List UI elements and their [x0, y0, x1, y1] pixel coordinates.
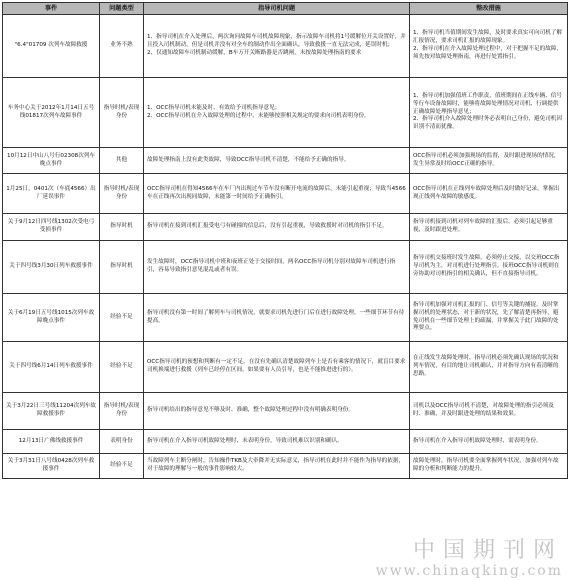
cell-measures [410, 148, 568, 174]
cell-problem-text: 指导司机给出的指导意见不够及时、准确，整个故障处理过程中没有明确表明身份。 [147, 407, 354, 414]
cell-event-text: 关于3月31日八号线0428次列车救援事件 [7, 458, 95, 472]
cell-type [100, 241, 144, 294]
cell-type [100, 393, 144, 430]
cell-event [3, 393, 100, 430]
cell-measures-text: 指导司机接到司机对列车故障的汇报后，必须引起足够重视，及时跟进处理。 [413, 219, 553, 233]
cell-event-text: "6.4"01709 次列车故障救援 [14, 42, 88, 49]
cell-measures-text: 司机以及OCC指导司机不清楚，对故障处理的指引必须及时、准确，并及时跟进处理的结果和效果。 [413, 403, 554, 417]
cell-type-text: 指导时机/表现身份 [103, 104, 140, 119]
cell-type [100, 454, 144, 479]
cell-type-text: 经验不足 [110, 313, 133, 320]
site-watermark [376, 539, 563, 579]
cell-measures [410, 294, 568, 342]
watermark-url: www.chinaqking.com [375, 563, 563, 579]
cell-type-text: 表明身份 [110, 437, 133, 444]
cell-type [100, 15, 144, 78]
cell-event [3, 342, 100, 393]
incident-table [2, 2, 568, 479]
cell-problem [144, 454, 410, 479]
cell-type-text: 经验不足 [110, 462, 133, 469]
cell-measures [410, 174, 568, 214]
table-row [3, 15, 568, 78]
cell-type [100, 214, 144, 241]
table-row [3, 454, 568, 479]
header-measures: 整改措施 [410, 3, 568, 15]
cell-type-text: 其他 [115, 156, 128, 163]
cell-measures [410, 393, 568, 430]
cell-measures-text: 指导司机交接班时发生故障，必须停止交接，以交班OCC指导司机为主，对司机进行处理指引。接班OCC指导司机则在旁协助对司机指引的相关确认，但不直接指导司机。 [413, 255, 560, 277]
cell-problem-text: 指导司机在介入指导司机故障处理时，未表明身份，导致司机难以识别和确认。 [147, 437, 343, 444]
cell-problem-text: 1、指导司机在介入处理后，两次询问故障车司机故障现象，指示故障车司机将1号缓解位开关设置好，并且投入司机制动，但是司机并没有对全车的制动作出全面确认，导致救援一直无法完成，延误时机； 2、仅通知故障车司机制动缓解，B车万开关断路器是否跳闸，未按故障处理指南的要求 [147, 34, 406, 56]
cell-measures-text: 1、指导司机当值期间发生故障，及时要求真实可向司机了解汇报情况，要求司机汇报的故障现象。 2、指导司机在介入故障处理过程中，对于把握不足的故障，须先按对故障处理指南，再进行处置指引。 [413, 30, 562, 60]
cell-event [3, 294, 100, 342]
cell-problem-text: 指导司机没有第一时间了解列车与司机情况，就要求司机先进行门后在进行故障处理，一些细节环节有待提高。 [147, 309, 405, 324]
cell-event-text: 关于四号线3月30日列车救援事件 [9, 263, 93, 270]
cell-event-text: 关于四号线6月14日列车救援事件 [9, 363, 93, 370]
table-row [3, 148, 568, 174]
cell-event [3, 15, 100, 78]
cell-event-text: 10月12日中山八号行02308次列车晚点事件 [7, 152, 95, 167]
header-type: 问题类型 [100, 3, 144, 15]
header-problem: 指导司机问题 [144, 3, 410, 15]
cell-type-text: 指导时机/表现身份 [103, 185, 140, 200]
cell-measures [410, 78, 568, 148]
cell-problem-text: 当故障列车主断分闸时，告知操作TKB及大牵降并无实际意义，指导司机在此时并不能作为指导的依据，对于故障的理解与一般的事件影响较大。 [147, 458, 405, 472]
cell-problem [144, 78, 410, 148]
cell-measures [410, 454, 568, 479]
cell-event-text: 关于9月12日四号线1302次受电弓受损事件 [7, 219, 95, 233]
cell-problem [144, 430, 410, 454]
table-row [3, 241, 568, 294]
cell-measures-text: 在正线发生故障处理时，指导司机必须先确认现场的状况和列车情况，有目的地让司机确认，并对指导方向有着清晰的思路。 [413, 355, 559, 377]
cell-event-text: 关于6月19日五号线1015次列车故障晚点事件 [7, 309, 95, 324]
cell-measures-text: 指导司机加强对司机汇报的门、信号等关键的捕捉，及时掌握司机的处理状态，对于新的状况，先了解清楚再指导，避免司机在一些细节处理上的疏漏，并掌握关于此门故障的处理要点。 [413, 301, 559, 332]
cell-event [3, 78, 100, 148]
cell-measures-text: OCC指导司机在正线列车故障处理后及时做好记录，掌握出现正线列车故障的敏感度。 [413, 185, 560, 200]
cell-problem [144, 214, 410, 241]
cell-problem [144, 393, 410, 430]
cell-measures-text: OCC指导司机必须加强现场的监督，及时跟进现场的情况，发生异常及时给OCC正确的指导。 [413, 152, 560, 167]
cell-type-text: 指导时机/表现身份 [103, 403, 140, 417]
table-row [3, 430, 568, 454]
cell-event [3, 430, 100, 454]
cell-type [100, 148, 144, 174]
cell-measures-text: 1、指导司机加强值班工作职责，值班期间在正线车辆、信号等行车设备故障时，能够将故障处理情况对司机、行调提供正确故障处理指导意见； 2、指导司机介入故障处理时务必表明自己身份，避免司机因识别不清而犹豫。 [413, 93, 562, 131]
watermark-chinese: 中国期刊网 [412, 538, 563, 563]
cell-problem-text: 指导司机在接到司机汇报受电弓有碰撞的信息后，没有引起重视，导致救援时对司机的指引不足。 [147, 223, 388, 230]
cell-type-text: 业务不熟 [110, 42, 133, 49]
cell-event-text: 车务中心关于2012年1月14日五号线01817次列车故障事件 [7, 104, 95, 119]
cell-measures [410, 241, 568, 294]
cell-measures [410, 214, 568, 241]
cell-problem-text: OCC指导司机在得知4566车在车厂内出现过车节车没有断开电流的故障后，未能引起重视；导致当4566车在正线再次出现同故障，未能第一时间给予正确指引。 [147, 185, 406, 200]
cell-problem [144, 241, 410, 294]
cell-event [3, 241, 100, 294]
cell-problem [144, 174, 410, 214]
cell-problem [144, 342, 410, 393]
cell-measures-text: 指导司机在介入指导司机故障处理时，需表明身份。 [413, 437, 542, 444]
cell-measures [410, 342, 568, 393]
cell-event [3, 148, 100, 174]
cell-measures-text: 故障处理时，指导司机要全面掌握列车状况，加强对列车故障的分析和判断能力的提升。 [413, 458, 559, 472]
table-row [3, 214, 568, 241]
table-row [3, 174, 568, 214]
cell-event [3, 214, 100, 241]
cell-event [3, 454, 100, 479]
cell-type-text: 指导时机 [110, 263, 133, 270]
cell-measures [410, 430, 568, 454]
cell-event-text: 关于3月22日三号线11204次列车故障救援事件 [6, 403, 97, 417]
cell-measures [410, 15, 568, 78]
cell-event [3, 174, 100, 214]
cell-event-text: 12月13日广佛线救援事件 [18, 437, 84, 444]
cell-problem [144, 148, 410, 174]
cell-problem-text: 故障处理指南上没有此类故障，导致OCC指导司机不清楚，不能给予正确的指导。 [147, 156, 350, 163]
cell-type [100, 294, 144, 342]
table-row [3, 78, 568, 148]
cell-type [100, 342, 144, 393]
table-header-row [3, 3, 568, 15]
cell-problem-text: 发生故障时，OCC指导司机中班和夜班正处于交接时间，两名OCC指导司机分别对故障车司机进行指引，容易导致指引意见混乱或者有误。 [147, 259, 396, 273]
cell-problem-text: OCC指导司机的预想和判断有一定不足，在没有先确认清楚故障列车上是否有乘客的情况下，就盲目要求司机换端进行救援（列车已经停在区间，如果要有人员引导，也是不能推进进行的）。 [147, 359, 406, 373]
cell-problem [144, 294, 410, 342]
cell-type [100, 430, 144, 454]
cell-problem-text: 1、OCC指导司机未能及时、有效给予司机指导意见； 2、OCC指导司机在介入故障处理的过程中，未能够按照相关规定的要求向司机表明身份。 [147, 104, 370, 119]
table-row [3, 342, 568, 393]
cell-type-text: 经验不足 [110, 363, 133, 370]
table-row [3, 393, 568, 430]
cell-type [100, 174, 144, 214]
header-event: 事件 [3, 3, 100, 15]
cell-type-text: 指导时机 [110, 223, 133, 230]
table-row [3, 294, 568, 342]
cell-event-text: 1月25日，0401次（车底4566）出厂延误事件 [6, 185, 96, 200]
cell-problem [144, 15, 410, 78]
cell-type [100, 78, 144, 148]
